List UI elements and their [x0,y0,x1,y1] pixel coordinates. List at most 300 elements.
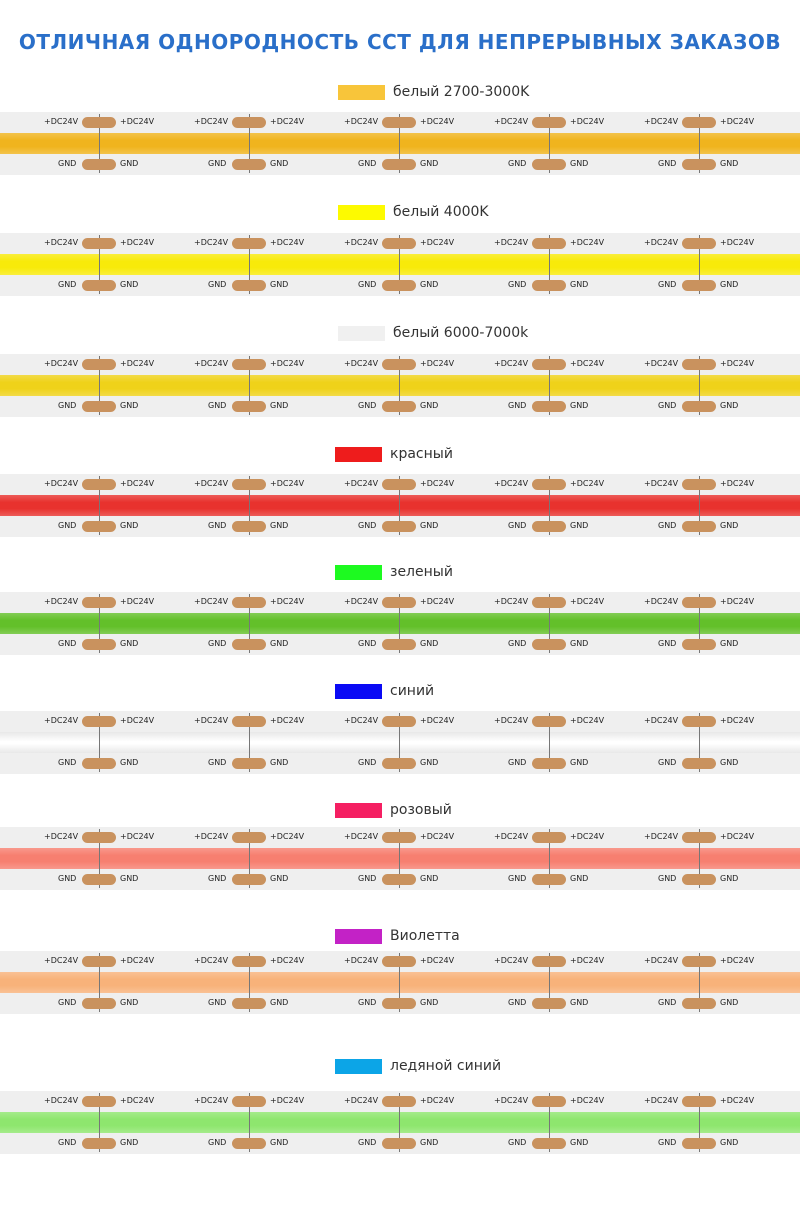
dc24v-label: +DC24V [570,117,605,126]
gnd-label: GND [270,639,289,648]
strip-section [0,203,800,323]
dc24v-label: +DC24V [194,238,229,247]
led-strip [0,1091,800,1154]
dc24v-label: +DC24V [344,597,379,606]
color-swatch [338,205,385,220]
dc24v-label: +DC24V [344,117,379,126]
strip-light-band [0,1112,800,1133]
page-title: ОТЛИЧНАЯ ОДНОРОДНОСТЬ CCT ДЛЯ НЕПРЕРЫВНЫХ ЗАКАЗОВ [18,30,782,54]
strip-light-band [0,133,800,154]
strip-section [0,83,800,203]
solder-pad [532,117,566,128]
solder-pad [382,1138,416,1149]
color-swatch [338,85,385,100]
gnd-label: GND [508,758,527,767]
color-label: белый 2700-3000K [393,84,530,100]
solder-pad [82,401,116,412]
dc24v-label: +DC24V [344,832,379,841]
dc24v-label: +DC24V [44,117,79,126]
color-swatch [335,1059,382,1074]
gnd-label: GND [508,159,527,168]
gnd-label: GND [358,639,377,648]
dc24v-label: +DC24V [720,956,755,965]
dc24v-label: +DC24V [120,117,155,126]
dc24v-label: +DC24V [420,956,455,965]
solder-pad [232,238,266,249]
gnd-label: GND [358,401,377,410]
gnd-label: GND [208,758,227,767]
dc24v-label: +DC24V [44,1096,79,1105]
dc24v-label: +DC24V [420,716,455,725]
solder-pad [532,832,566,843]
color-legend [338,324,528,342]
gnd-label: GND [658,521,677,530]
dc24v-label: +DC24V [644,1096,679,1105]
gnd-label: GND [720,998,739,1007]
gnd-label: GND [508,1138,527,1147]
color-legend [335,1057,501,1075]
dc24v-label: +DC24V [270,1096,305,1105]
color-label: синий [390,683,435,699]
gnd-label: GND [570,758,589,767]
solder-pad [532,1096,566,1107]
gnd-label: GND [120,639,139,648]
color-swatch [335,803,382,818]
gnd-label: GND [270,758,289,767]
dc24v-label: +DC24V [644,597,679,606]
solder-pad [682,280,716,291]
solder-pad [532,479,566,490]
dc24v-label: +DC24V [44,597,79,606]
solder-pad [682,521,716,532]
dc24v-label: +DC24V [194,716,229,725]
gnd-label: GND [508,639,527,648]
color-legend [335,445,453,463]
gnd-label: GND [508,280,527,289]
gnd-label: GND [58,1138,77,1147]
solder-pad [682,479,716,490]
solder-pad [682,1138,716,1149]
gnd-label: GND [420,639,439,648]
dc24v-label: +DC24V [570,359,605,368]
gnd-label: GND [570,159,589,168]
solder-pad [232,1096,266,1107]
solder-pad [682,758,716,769]
solder-pad [232,280,266,291]
solder-pad [232,832,266,843]
gnd-label: GND [720,280,739,289]
dc24v-label: +DC24V [44,956,79,965]
solder-pad [532,716,566,727]
gnd-label: GND [58,521,77,530]
gnd-label: GND [208,639,227,648]
dc24v-label: +DC24V [720,832,755,841]
solder-pad [382,639,416,650]
dc24v-label: +DC24V [194,359,229,368]
dc24v-label: +DC24V [420,832,455,841]
dc24v-label: +DC24V [720,238,755,247]
gnd-label: GND [508,521,527,530]
dc24v-label: +DC24V [494,716,529,725]
solder-pad [232,359,266,370]
solder-pad [82,521,116,532]
dc24v-label: +DC24V [420,238,455,247]
solder-pad [382,280,416,291]
strip-section [0,445,800,565]
dc24v-label: +DC24V [644,238,679,247]
dc24v-label: +DC24V [344,479,379,488]
solder-pad [232,597,266,608]
color-label: Виолетта [390,928,460,944]
gnd-label: GND [120,159,139,168]
solder-pad [82,758,116,769]
dc24v-label: +DC24V [494,359,529,368]
solder-pad [82,1138,116,1149]
color-label: ледяной синий [390,1058,502,1074]
dc24v-label: +DC24V [494,956,529,965]
dc24v-label: +DC24V [644,956,679,965]
solder-pad [82,874,116,885]
gnd-label: GND [658,401,677,410]
solder-pad [232,998,266,1009]
gnd-label: GND [508,401,527,410]
solder-pad [532,874,566,885]
dc24v-label: +DC24V [344,238,379,247]
solder-pad [82,639,116,650]
gnd-label: GND [270,401,289,410]
color-label: зеленый [390,564,453,580]
dc24v-label: +DC24V [570,479,605,488]
dc24v-label: +DC24V [194,597,229,606]
gnd-label: GND [208,874,227,883]
gnd-label: GND [658,280,677,289]
dc24v-label: +DC24V [720,597,755,606]
led-strip [0,592,800,655]
solder-pad [682,117,716,128]
strip-section [0,927,800,1047]
solder-pad [82,832,116,843]
solder-pad [232,956,266,967]
dc24v-label: +DC24V [120,597,155,606]
gnd-label: GND [658,1138,677,1147]
dc24v-label: +DC24V [120,832,155,841]
solder-pad [382,1096,416,1107]
gnd-label: GND [270,159,289,168]
dc24v-label: +DC24V [44,832,79,841]
led-strip [0,951,800,1014]
dc24v-label: +DC24V [720,359,755,368]
dc24v-label: +DC24V [270,479,305,488]
solder-pad [82,479,116,490]
gnd-label: GND [270,521,289,530]
gnd-label: GND [208,998,227,1007]
color-label: белый 4000K [393,204,489,220]
strip-light-band [0,375,800,396]
gnd-label: GND [570,998,589,1007]
dc24v-label: +DC24V [720,1096,755,1105]
solder-pad [382,521,416,532]
solder-pad [532,758,566,769]
gnd-label: GND [358,874,377,883]
solder-pad [82,716,116,727]
solder-pad [532,639,566,650]
gnd-label: GND [208,401,227,410]
led-strip [0,354,800,417]
solder-pad [682,597,716,608]
dc24v-label: +DC24V [194,117,229,126]
dc24v-label: +DC24V [570,832,605,841]
dc24v-label: +DC24V [494,1096,529,1105]
color-label: красный [390,446,453,462]
gnd-label: GND [270,280,289,289]
gnd-label: GND [658,758,677,767]
gnd-label: GND [658,159,677,168]
gnd-label: GND [420,159,439,168]
dc24v-label: +DC24V [494,597,529,606]
dc24v-label: +DC24V [194,479,229,488]
color-label: белый 6000-7000k [393,325,529,341]
dc24v-label: +DC24V [720,117,755,126]
solder-pad [382,597,416,608]
solder-pad [532,521,566,532]
solder-pad [232,479,266,490]
solder-pad [682,716,716,727]
dc24v-label: +DC24V [344,359,379,368]
dc24v-label: +DC24V [120,359,155,368]
dc24v-label: +DC24V [44,359,79,368]
solder-pad [82,998,116,1009]
solder-pad [382,758,416,769]
gnd-label: GND [658,998,677,1007]
dc24v-label: +DC24V [494,238,529,247]
solder-pad [682,359,716,370]
dc24v-label: +DC24V [194,832,229,841]
dc24v-label: +DC24V [270,956,305,965]
solder-pad [682,832,716,843]
solder-pad [382,998,416,1009]
solder-pad [82,956,116,967]
strip-light-band [0,732,800,753]
dc24v-label: +DC24V [270,117,305,126]
solder-pad [532,597,566,608]
color-legend [335,801,452,819]
dc24v-label: +DC24V [570,956,605,965]
dc24v-label: +DC24V [570,238,605,247]
gnd-label: GND [358,998,377,1007]
gnd-label: GND [270,1138,289,1147]
color-swatch [335,684,382,699]
gnd-label: GND [720,1138,739,1147]
gnd-label: GND [420,521,439,530]
dc24v-label: +DC24V [270,359,305,368]
color-swatch [335,565,382,580]
color-legend [335,563,453,581]
strip-section [0,324,800,444]
solder-pad [532,1138,566,1149]
gnd-label: GND [270,998,289,1007]
color-legend [338,83,529,101]
solder-pad [82,159,116,170]
gnd-label: GND [208,1138,227,1147]
gnd-label: GND [208,280,227,289]
dc24v-label: +DC24V [420,597,455,606]
led-strip [0,233,800,296]
solder-pad [232,401,266,412]
gnd-label: GND [58,280,77,289]
color-legend [335,682,434,700]
gnd-label: GND [720,758,739,767]
solder-pad [532,359,566,370]
dc24v-label: +DC24V [570,1096,605,1105]
dc24v-label: +DC24V [720,716,755,725]
solder-pad [82,280,116,291]
gnd-label: GND [120,401,139,410]
dc24v-label: +DC24V [120,956,155,965]
gnd-label: GND [720,159,739,168]
gnd-label: GND [120,1138,139,1147]
dc24v-label: +DC24V [120,716,155,725]
solder-pad [682,159,716,170]
solder-pad [532,238,566,249]
dc24v-label: +DC24V [194,1096,229,1105]
solder-pad [682,874,716,885]
solder-pad [382,874,416,885]
gnd-label: GND [120,280,139,289]
dc24v-label: +DC24V [194,956,229,965]
solder-pad [682,639,716,650]
solder-pad [232,521,266,532]
solder-pad [382,359,416,370]
color-legend [338,203,489,221]
gnd-label: GND [720,401,739,410]
solder-pad [82,597,116,608]
dc24v-label: +DC24V [120,479,155,488]
gnd-label: GND [720,521,739,530]
strip-light-band [0,254,800,275]
solder-pad [532,159,566,170]
gnd-label: GND [570,639,589,648]
dc24v-label: +DC24V [570,597,605,606]
gnd-label: GND [420,758,439,767]
solder-pad [532,998,566,1009]
dc24v-label: +DC24V [644,117,679,126]
solder-pad [82,1096,116,1107]
solder-pad [382,716,416,727]
led-strip [0,474,800,537]
solder-pad [682,998,716,1009]
gnd-label: GND [658,639,677,648]
dc24v-label: +DC24V [644,832,679,841]
gnd-label: GND [508,874,527,883]
dc24v-label: +DC24V [270,597,305,606]
dc24v-label: +DC24V [270,832,305,841]
solder-pad [232,758,266,769]
led-strip [0,112,800,175]
dc24v-label: +DC24V [44,716,79,725]
strip-light-band [0,613,800,634]
solder-pad [682,401,716,412]
strip-light-band [0,972,800,993]
dc24v-label: +DC24V [644,716,679,725]
gnd-label: GND [120,758,139,767]
gnd-label: GND [58,159,77,168]
solder-pad [232,874,266,885]
dc24v-label: +DC24V [270,716,305,725]
solder-pad [232,117,266,128]
strip-section [0,801,800,921]
gnd-label: GND [358,521,377,530]
gnd-label: GND [358,758,377,767]
dc24v-label: +DC24V [344,956,379,965]
gnd-label: GND [420,874,439,883]
dc24v-label: +DC24V [644,359,679,368]
dc24v-label: +DC24V [344,1096,379,1105]
solder-pad [82,238,116,249]
dc24v-label: +DC24V [120,238,155,247]
solder-pad [682,956,716,967]
dc24v-label: +DC24V [494,479,529,488]
solder-pad [382,956,416,967]
solder-pad [232,639,266,650]
gnd-label: GND [720,639,739,648]
strip-section [0,1057,800,1177]
dc24v-label: +DC24V [420,479,455,488]
gnd-label: GND [420,998,439,1007]
solder-pad [682,1096,716,1107]
gnd-label: GND [358,159,377,168]
led-strip [0,827,800,890]
gnd-label: GND [270,874,289,883]
color-swatch [335,447,382,462]
gnd-label: GND [120,521,139,530]
dc24v-label: +DC24V [720,479,755,488]
gnd-label: GND [570,521,589,530]
gnd-label: GND [570,401,589,410]
gnd-label: GND [58,758,77,767]
gnd-label: GND [120,874,139,883]
gnd-label: GND [570,280,589,289]
gnd-label: GND [658,874,677,883]
gnd-label: GND [570,1138,589,1147]
color-legend [335,927,460,945]
gnd-label: GND [720,874,739,883]
dc24v-label: +DC24V [44,479,79,488]
gnd-label: GND [120,998,139,1007]
gnd-label: GND [58,874,77,883]
led-strip [0,711,800,774]
dc24v-label: +DC24V [420,1096,455,1105]
color-swatch [335,929,382,944]
gnd-label: GND [420,280,439,289]
gnd-label: GND [358,280,377,289]
solder-pad [532,401,566,412]
dc24v-label: +DC24V [494,832,529,841]
gnd-label: GND [358,1138,377,1147]
solder-pad [382,117,416,128]
color-label: розовый [390,802,452,818]
dc24v-label: +DC24V [344,716,379,725]
solder-pad [232,159,266,170]
gnd-label: GND [58,401,77,410]
strip-section [0,563,800,683]
dc24v-label: +DC24V [120,1096,155,1105]
solder-pad [382,238,416,249]
dc24v-label: +DC24V [270,238,305,247]
dc24v-label: +DC24V [494,117,529,126]
gnd-label: GND [420,401,439,410]
dc24v-label: +DC24V [420,117,455,126]
dc24v-label: +DC24V [570,716,605,725]
